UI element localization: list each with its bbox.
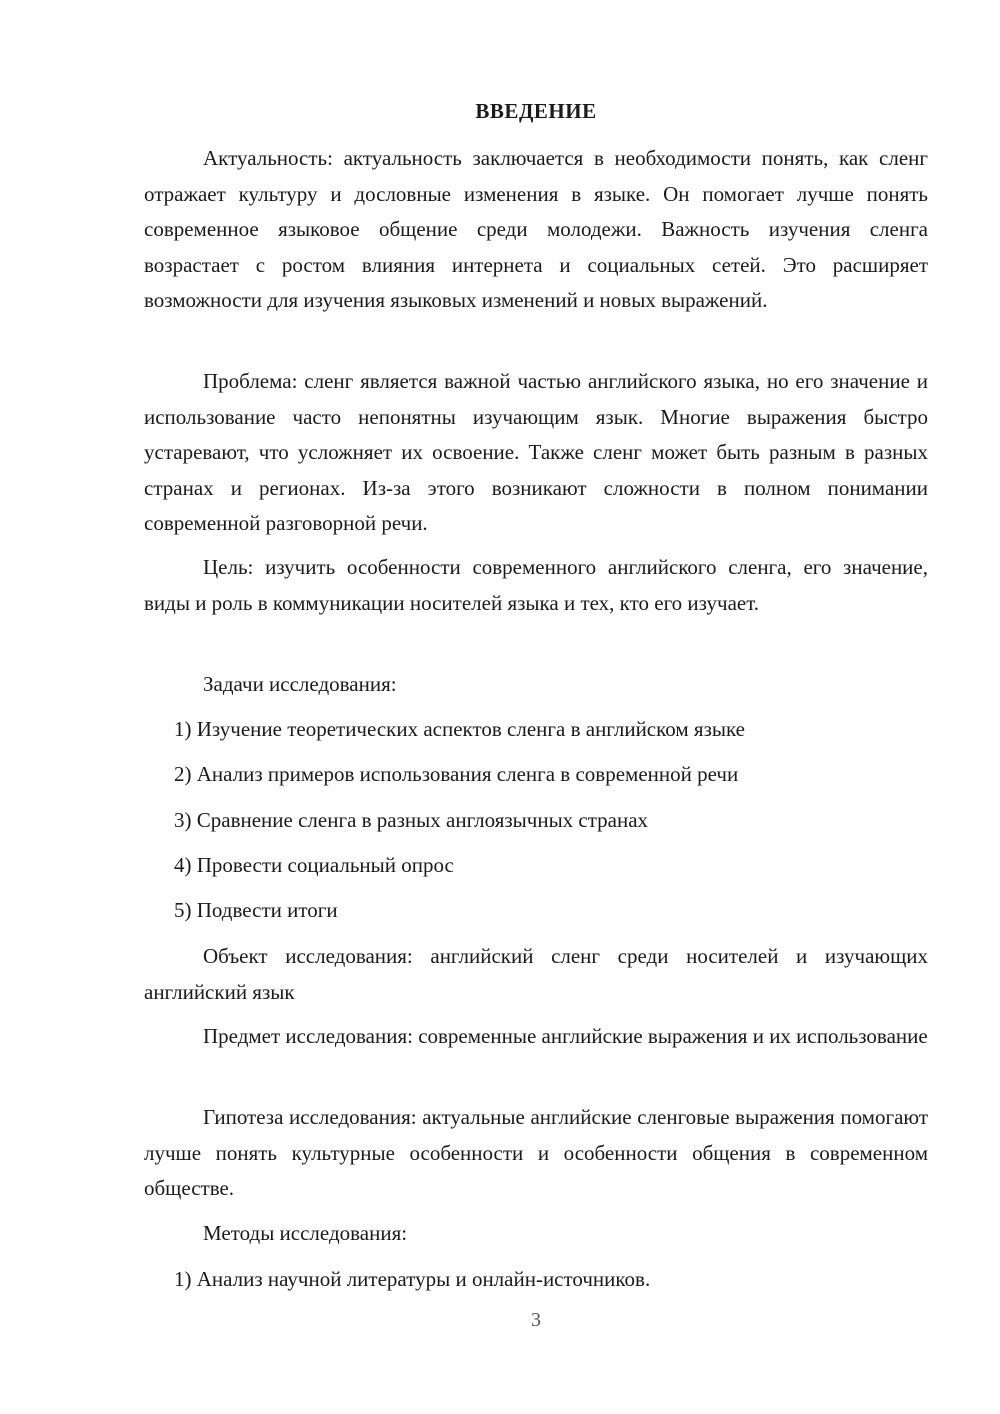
page-number: 3 [531, 1309, 541, 1331]
page-title: ВВЕДЕНИЕ [475, 99, 597, 123]
paragraph-hypothesis: Гипотеза исследования: актуальные английские сленговые выражения помогают лучше понять культурные особенности и особенности общения в современном обществе. [144, 1105, 928, 1200]
paragraph-problem: Проблема: сленг является важной частью английского языка, но его значение и использование часто непонятны изучающим язык. Многие выражения быстро устаревают, что усложняет их освоение. Также сленг может быть разным в разных странах и регионах. Из-за этого возникают сложности в полном понимании современной разговорной речи. [144, 369, 928, 535]
paragraph-object: Объект исследования: английский сленг среди носителей и изучающих английский язык [144, 944, 928, 1004]
task-item: 4) Провести социальный опрос [174, 853, 454, 877]
paragraph-relevance: Актуальность: актуальность заключается в необходимости понять, как сленг отражает культуру и дословные изменения в языке. Он помогает лучше понять современное языковое общение среди молодежи. Важность изучения сленга возрастает с ростом влияния интернета и социальных сетей. Это расширяет возможности для изучения языковых изменений и новых выражений. [144, 146, 928, 312]
task-item: 2) Анализ примеров использования сленга в современной речи [174, 762, 739, 786]
methods-heading: Методы исследования: [203, 1221, 408, 1245]
method-item: 1) Анализ научной литературы и онлайн-источников. [174, 1267, 651, 1291]
task-item: 3) Сравнение сленга в разных англоязычных странах [174, 808, 649, 832]
task-item: 5) Подвести итоги [174, 898, 338, 922]
tasks-heading: Задачи исследования: [203, 672, 397, 696]
task-item: 1) Изучение теоретических аспектов сленга в английском языке [174, 717, 745, 741]
paragraph-goal: Цель: изучить особенности современного английского сленга, его значение, виды и роль в коммуникации носителей языка и тех, кто его изучает. [144, 555, 928, 615]
paragraph-subject: Предмет исследования: современные английские выражения и их использование [203, 1024, 928, 1048]
